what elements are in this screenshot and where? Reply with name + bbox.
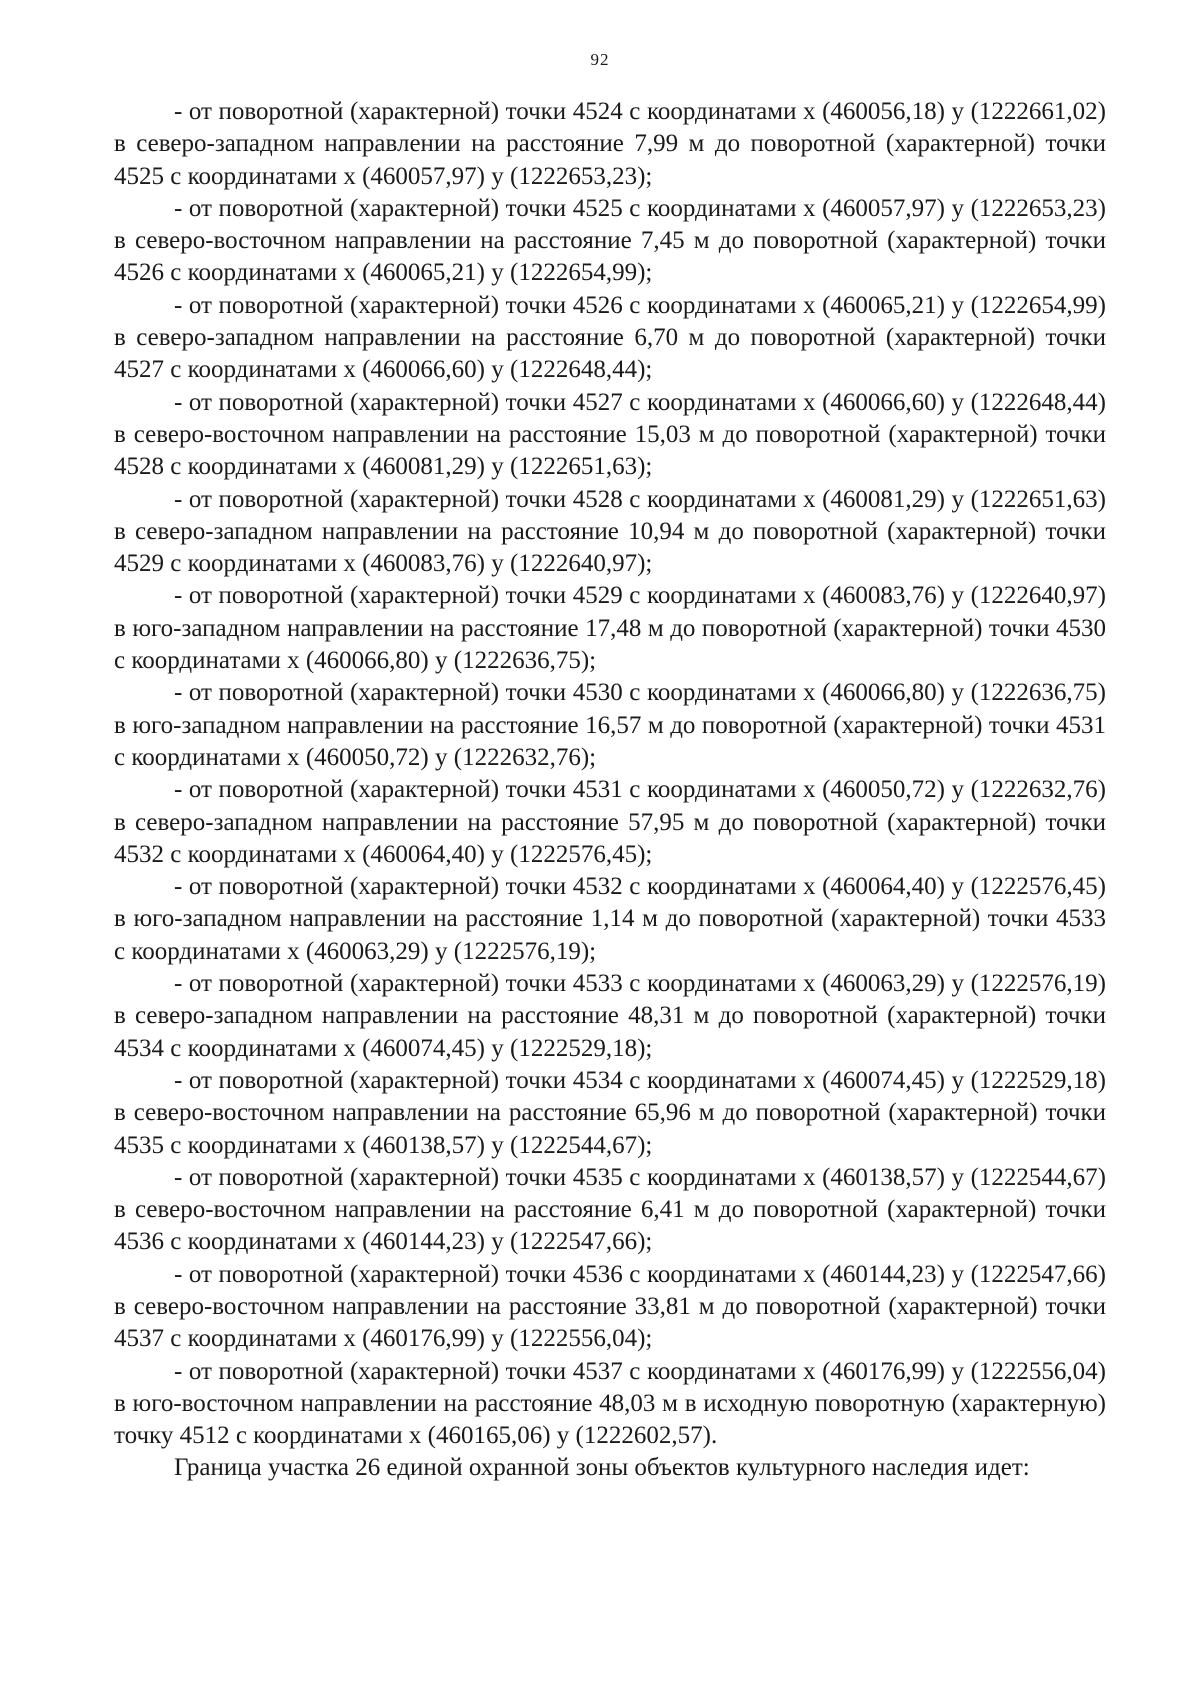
section-intro-paragraph: Граница участка 26 единой охранной зоны объектов культурного наследия идет: <box>174 1454 1030 1482</box>
boundary-segment-paragraph: - от поворотной (характерной) точки 4536 с координатами x (460144,23) y (1222547,66) в северо-восточном направлении на расстояние 33,81 м до поворотной (характерной) точки 4537 с координатами x (460176,99) y (1222556,04); <box>114 1260 1106 1353</box>
boundary-segment-paragraph: - от поворотной (характерной) точки 4530 с координатами x (460066,80) y (1222636,75) в юго-западном направлении на расстояние 16,57 м до поворотной (характерной) точки 4531 с координатами x (460050,72) y (1222632,76); <box>114 679 1106 771</box>
document-body <box>114 96 1106 1485</box>
boundary-segment-paragraph: - от поворотной (характерной) точки 4533 с координатами x (460063,29) y (1222576,19) в северо-западном направлении на расстояние 48,31 м до поворотной (характерной) точки 4534 с координатами x (460074,45) y (1222529,18); <box>114 970 1106 1062</box>
boundary-segment-paragraph: - от поворотной (характерной) точки 4525 с координатами x (460057,97) y (1222653,23) в северо-восточном направлении на расстояние 7,45 м до поворотной (характерной) точки 4526 с координатами x (460065,21) y (1222654,99); <box>114 194 1106 287</box>
boundary-segment-paragraph: - от поворотной (характерной) точки 4535 с координатами x (460138,57) y (1222544,67) в северо-восточном направлении на расстояние 6,41 м до поворотной (характерной) точки 4536 с координатами x (460144,23) y (1222547,66); <box>114 1163 1106 1256</box>
boundary-segment-paragraph: - от поворотной (характерной) точки 4527 с координатами x (460066,60) y (1222648,44) в северо-восточном направлении на расстояние 15,03 м до поворотной (характерной) точки 4528 с координатами x (460081,29) y (1222651,63); <box>114 388 1106 481</box>
boundary-segment-paragraph: - от поворотной (характерной) точки 4529 с координатами x (460083,76) y (1222640,97) в юго-западном направлении на расстояние 17,48 м до поворотной (характерной) точки 4530 с координатами x (460066,80) y (1222636,75); <box>114 582 1106 675</box>
boundary-segment-paragraph: - от поворотной (характерной) точки 4531 с координатами x (460050,72) y (1222632,76) в северо-западном направлении на расстояние 57,95 м до поворотной (характерной) точки 4532 с координатами x (460064,40) y (1222576,45); <box>114 776 1106 868</box>
boundary-segment-paragraph: - от поворотной (характерной) точки 4524 с координатами x (460056,18) y (1222661,02) в северо-западном направлении на расстояние 7,99 м до поворотной (характерной) точки 4525 с координатами x (460057,97) y (1222653,23); <box>114 98 1106 190</box>
boundary-segment-paragraph: - от поворотной (характерной) точки 4526 с координатами x (460065,21) y (1222654,99) в северо-западном направлении на расстояние 6,70 м до поворотной (характерной) точки 4527 с координатами x (460066,60) y (1222648,44); <box>114 291 1106 384</box>
page-number: 92 <box>590 50 610 69</box>
boundary-segment-paragraph: - от поворотной (характерной) точки 4528 с координатами x (460081,29) y (1222651,63) в северо-западном направлении на расстояние 10,94 м до поворотной (характерной) точки 4529 с координатами x (460083,76) y (1222640,97); <box>114 485 1106 578</box>
boundary-segment-paragraph: - от поворотной (характерной) точки 4532 с координатами x (460064,40) y (1222576,45) в юго-западном направлении на расстояние 1,14 м до поворотной (характерной) точки 4533 с координатами x (460063,29) y (1222576,19); <box>114 873 1106 965</box>
boundary-segment-paragraph: - от поворотной (характерной) точки 4537 с координатами x (460176,99) y (1222556,04) в юго-восточном направлении на расстояние 48,03 м в исходную поворотную (характерную) точку 4512 с координатами x (460165,06) y (1222602,57). <box>114 1357 1106 1450</box>
boundary-segment-paragraph: - от поворотной (характерной) точки 4534 с координатами x (460074,45) y (1222529,18) в северо-восточном направлении на расстояние 65,96 м до поворотной (характерной) точки 4535 с координатами x (460138,57) y (1222544,67); <box>114 1066 1106 1159</box>
